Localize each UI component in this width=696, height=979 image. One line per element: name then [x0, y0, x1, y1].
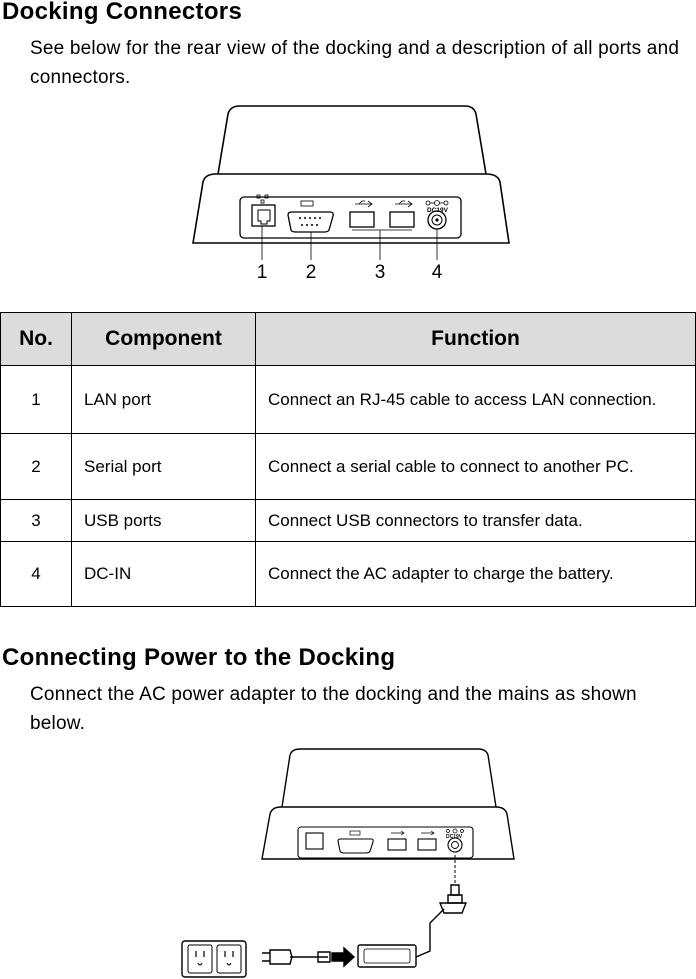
dc-label: DC19V	[427, 207, 448, 214]
header-no: No.	[1, 313, 72, 366]
row-no: 3	[1, 500, 72, 542]
row-no: 2	[1, 434, 72, 500]
row-function: Connect a serial cable to connect to another PC.	[256, 434, 696, 500]
callout-4: 4	[431, 262, 443, 283]
table-row	[1, 434, 696, 500]
callout-2: 2	[305, 262, 317, 283]
section-intro-connecting-power: Connect the AC power adapter to the docking and the mains as shown below.	[30, 684, 637, 734]
table-header-row	[1, 313, 696, 366]
row-no: 4	[1, 542, 72, 607]
header-function: Function	[256, 313, 696, 366]
docking-rear-view-figure	[0, 100, 696, 290]
section-heading-connecting-power: Connecting Power to the Docking	[2, 644, 396, 671]
row-function: Connect the AC adapter to charge the battery.	[256, 542, 696, 607]
row-function: Connect an RJ-45 cable to access LAN connection.	[256, 366, 696, 434]
row-function: Connect USB connectors to transfer data.	[256, 500, 696, 542]
ports-table	[0, 312, 696, 607]
table-row	[1, 500, 696, 542]
row-component: USB ports	[72, 500, 256, 542]
row-component: LAN port	[72, 366, 256, 434]
row-component: DC-IN	[72, 542, 256, 607]
table-row	[1, 542, 696, 607]
header-component: Component	[72, 313, 256, 366]
callout-3: 3	[374, 262, 386, 283]
row-component: Serial port	[72, 434, 256, 500]
row-no: 1	[1, 366, 72, 434]
callout-1: 1	[256, 262, 268, 283]
section-intro-docking-connectors: See below for the rear view of the docking and a description of all ports and connectors.	[30, 38, 680, 88]
dc-label-small: DC19V	[446, 834, 463, 840]
section-heading-docking-connectors: Docking Connectors	[2, 0, 243, 25]
power-connection-figure	[0, 745, 696, 979]
table-row	[1, 366, 696, 434]
